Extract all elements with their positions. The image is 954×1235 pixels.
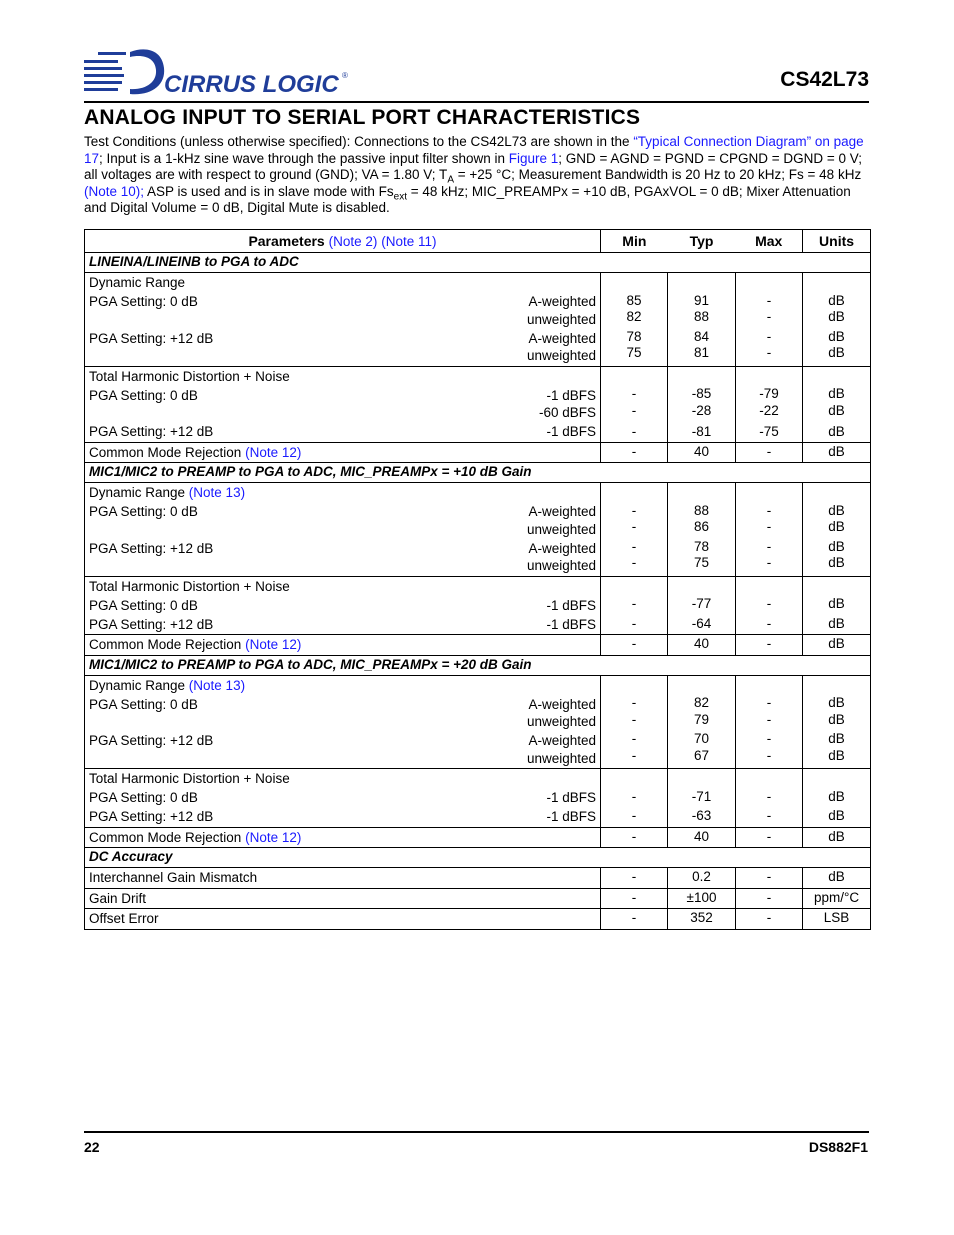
typ-cell: 88 86 78 75	[668, 483, 736, 577]
section-heading: MIC1/MIC2 to PREAMP to PGA to ADC, MIC_PREAMPx = +20 dB Gain	[85, 655, 871, 675]
min-cell: -	[601, 909, 668, 930]
min-cell: - - - -	[601, 675, 668, 769]
note-12-link[interactable]: (Note 12)	[245, 637, 302, 652]
units-cell: dB dB dB dB	[803, 273, 871, 367]
max-cell: - - - -	[736, 273, 803, 367]
part-number: CS42L73	[780, 68, 869, 91]
param-cell: Dynamic Range (Note 13) PGA Setting: 0 dB A-weighted unweighted PGA Setting: +12 dB A-weighted unweighted	[85, 483, 601, 577]
min-cell: -	[601, 888, 668, 909]
table-header-row	[85, 230, 871, 253]
param-cell: Total Harmonic Distortion + Noise PGA Setting: 0 dB -1 dBFS -60 dBFS PGA Setting: +12 dB -1 dBFS	[85, 366, 601, 442]
parameters-header: Parameters (Note 2) (Note 11)	[85, 230, 601, 253]
units-cell: dB	[803, 442, 871, 463]
table-row	[85, 868, 871, 889]
units-cell: dB dB dB dB	[803, 483, 871, 577]
max-cell: -	[736, 868, 803, 889]
units-cell: dB dB	[803, 576, 871, 635]
table-row	[85, 442, 871, 463]
param-cell: Offset Error	[85, 909, 601, 930]
max-cell: -	[736, 442, 803, 463]
note-12-link[interactable]: (Note 12)	[245, 444, 302, 460]
max-cell: -	[736, 827, 803, 848]
conditions-text: ; GND = AGND = PGND = CPGND = DGND = 0 V; all voltages are with respect to ground (GND); VA = 1.80 V; T	[84, 150, 862, 183]
min-cell: -	[601, 827, 668, 848]
min-typ-max-header	[601, 230, 803, 253]
subscript: A	[447, 174, 454, 186]
min-cell: 85 82 78 75	[601, 273, 668, 367]
units-header: Units	[803, 230, 871, 253]
conditions-text: ; Input is a 1-kHz sine wave through the passive input filter shown in	[99, 150, 509, 166]
svg-text:CIRRUS LOGIC: CIRRUS LOGIC	[164, 71, 339, 98]
units-cell: dB	[803, 827, 871, 848]
max-cell: -	[736, 888, 803, 909]
typ-cell: ±100	[668, 888, 736, 909]
typ-cell: 91 88 84 81	[668, 273, 736, 367]
typ-cell: 40	[668, 635, 736, 656]
typ-cell: 40	[668, 442, 736, 463]
cirrus-logic-logo	[84, 46, 354, 100]
table-row	[85, 827, 871, 848]
max-header: Max	[755, 233, 783, 249]
max-cell: - - - -	[736, 675, 803, 769]
min-cell: - - -	[601, 366, 668, 442]
typ-cell: 352	[668, 909, 736, 930]
table-row	[85, 909, 871, 930]
min-cell: -	[601, 868, 668, 889]
svg-text:®: ®	[342, 71, 348, 80]
typical-connection-diagram-link[interactable]: “Typical Connection Diagram” on page 17	[84, 134, 864, 166]
units-cell: dB dB dB dB	[803, 675, 871, 769]
conditions-text: = 48 kHz; MIC_PREAMPx = +10 dB, PGAxVOL = 0 dB; Mixer Attenuation and Digital Volume = 0 dB, Digital Mute is disabled.	[84, 183, 851, 216]
table-row	[85, 273, 871, 367]
units-cell: dB	[803, 868, 871, 889]
max-cell: -	[736, 635, 803, 656]
min-cell: -	[601, 442, 668, 463]
max-cell: - -	[736, 769, 803, 828]
typ-header: Typ	[689, 233, 714, 249]
header-divider	[84, 101, 869, 103]
param-cell: Dynamic Range PGA Setting: 0 dB A-weighted unweighted PGA Setting: +12 dB A-weighted unweighted	[85, 273, 601, 367]
conditions-text: = +25 °C; Measurement Bandwidth is 20 Hz to 20 kHz; Fs = 48 kHz	[453, 167, 862, 183]
units-cell: LSB	[803, 909, 871, 930]
units-cell: dB	[803, 635, 871, 656]
max-cell: - - - -	[736, 483, 803, 577]
param-cell: Common Mode Rejection (Note 12)	[85, 827, 601, 848]
min-header: Min	[622, 233, 647, 249]
typ-cell: 82 79 70 67	[668, 675, 736, 769]
note-11-link[interactable]: (Note 11)	[381, 234, 437, 249]
param-cell: Common Mode Rejection (Note 12)	[85, 442, 601, 463]
typ-cell: -77 -64	[668, 576, 736, 635]
min-cell: -	[601, 635, 668, 656]
section-heading: DC Accuracy	[85, 848, 871, 868]
units-cell: dB dB dB	[803, 366, 871, 442]
conditions-text: ASP is used and is in slave mode with Fs	[144, 183, 394, 199]
min-cell: - - - -	[601, 483, 668, 577]
units-cell: dB dB	[803, 769, 871, 828]
section-title: ANALOG INPUT TO SERIAL PORT CHARACTERISTICS	[84, 106, 641, 129]
section-heading: LINEINA/LINEINB to PGA to ADC	[85, 253, 871, 273]
typ-cell: -85 -28 -81	[668, 366, 736, 442]
min-cell: - -	[601, 576, 668, 635]
typ-cell: 0.2	[668, 868, 736, 889]
note-13-link[interactable]: (Note 13)	[188, 485, 246, 500]
note-12-link[interactable]: (Note 12)	[245, 829, 302, 845]
table-row	[85, 483, 871, 577]
param-cell: Interchannel Gain Mismatch	[85, 868, 601, 889]
max-cell: -79 -22 -75	[736, 366, 803, 442]
test-conditions	[84, 134, 874, 217]
footer-divider	[84, 1131, 869, 1133]
table-row	[85, 769, 871, 828]
min-cell: - -	[601, 769, 668, 828]
table-row	[85, 366, 871, 442]
units-cell: ppm/°C	[803, 888, 871, 909]
note-13-link[interactable]: (Note 13)	[188, 677, 246, 693]
param-cell: Dynamic Range (Note 13) PGA Setting: 0 dB A-weighted unweighted PGA Setting: +12 dB A-weighted unweighted	[85, 675, 601, 769]
param-cell: Gain Drift	[85, 888, 601, 909]
conditions-text: Test Conditions (unless otherwise specified): Connections to the CS42L73 are shown in the	[84, 134, 634, 149]
max-cell: -	[736, 909, 803, 930]
document-id: DS882F1	[808, 1139, 868, 1155]
table-row	[85, 675, 871, 769]
note-2-link[interactable]: (Note 2)	[328, 234, 378, 249]
param-cell: Total Harmonic Distortion + Noise PGA Setting: 0 dB -1 dBFS PGA Setting: +12 dB -1 dBFS	[85, 769, 601, 828]
figure-1-link[interactable]: Figure 1	[508, 150, 559, 166]
note-10-link[interactable]: (Note 10);	[84, 183, 145, 199]
param-cell: Total Harmonic Distortion + Noise PGA Setting: 0 dB -1 dBFS PGA Setting: +12 dB -1 dBFS	[85, 576, 601, 635]
section-heading: MIC1/MIC2 to PREAMP to PGA to ADC, MIC_PREAMPx = +10 dB Gain	[85, 463, 871, 483]
table-row	[85, 888, 871, 909]
param-cell: Common Mode Rejection (Note 12)	[85, 635, 601, 656]
table-row	[85, 635, 871, 656]
max-cell: - -	[736, 576, 803, 635]
typ-cell: 40	[668, 827, 736, 848]
subscript: ext	[393, 191, 407, 203]
table-row	[85, 576, 871, 635]
typ-cell: -71 -63	[668, 769, 736, 828]
spec-table	[84, 229, 871, 930]
page-number: 22	[84, 1139, 100, 1155]
